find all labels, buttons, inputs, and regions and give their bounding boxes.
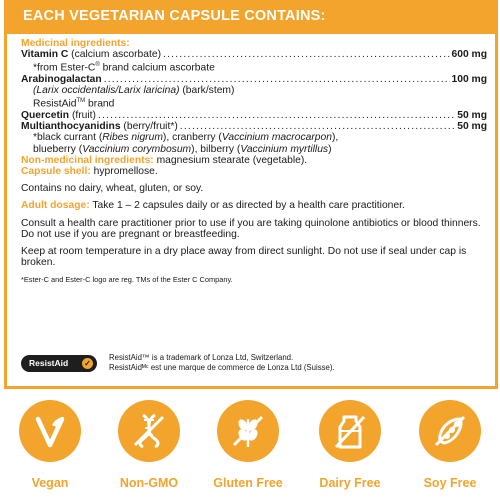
- vitamin-c-note: [21, 60, 487, 74]
- trademark-line-fr: ResistAidᴹᶜ est une marque de commerce de Lonza Ltd (Suisse).: [109, 363, 335, 372]
- trademark-block: [21, 353, 491, 373]
- non-medicinal-text: magnesium stearate (vegetable).: [153, 154, 308, 166]
- non-medicinal-line: [21, 155, 487, 166]
- berry-latin: Vaccinium corymbosum: [82, 143, 192, 155]
- vitamin-c-detail: (calcium ascorbate): [68, 49, 162, 61]
- vitamin-c-name: Vitamin C: [21, 49, 69, 61]
- header-band: [7, 0, 495, 34]
- berry-text: ), bilberry (: [191, 143, 241, 155]
- vitamin-c-row: [21, 49, 487, 60]
- badge-gluten-free: [208, 400, 288, 490]
- arabinogalactan-part: (bark/stem): [179, 85, 235, 97]
- quercetin-name: Quercetin: [21, 110, 70, 122]
- leader-dots: [163, 49, 449, 60]
- panel-title: EACH VEGETARIAN CAPSULE CONTAINS:: [23, 8, 326, 24]
- berry-text: blueberry (: [33, 143, 83, 155]
- badge-soy-free: [410, 400, 490, 490]
- berry-text: ), cranberry (: [162, 132, 222, 144]
- logo-leaf-icon: ✓: [82, 358, 93, 369]
- contains-no-line: Contains no dairy, wheat, gluten, or soy.: [21, 183, 204, 195]
- badge-label: Vegan: [31, 476, 69, 490]
- brand-suffix: brand: [85, 98, 115, 110]
- multianthocyanidins-amount: 50 mg: [457, 121, 487, 133]
- vitamin-c-note-pre: *from Ester-C: [33, 62, 96, 74]
- multianthocyanidins-row: [21, 121, 487, 132]
- quercetin-row: [21, 110, 487, 121]
- ingredients-content: [21, 38, 487, 284]
- arabinogalactan-row: [21, 74, 487, 85]
- badge-label: Non-GMO: [119, 476, 179, 490]
- logo-text: ResistAid: [29, 358, 69, 368]
- gluten-free-icon: [217, 400, 279, 462]
- berry-text: ): [328, 143, 332, 155]
- multianthocyanidins-detail: (berry/fruit*): [120, 121, 178, 133]
- capsule-shell-line: [21, 166, 487, 177]
- berry-sources-line2: [21, 144, 487, 155]
- capsule-shell-heading: Capsule shell:: [21, 166, 91, 178]
- leader-dots: [98, 110, 455, 121]
- badge-non-gmo: [109, 400, 189, 490]
- arabinogalactan-source: [21, 85, 487, 96]
- berry-text: ),: [331, 132, 339, 144]
- ester-c-footnote: *Ester-C and Ester-C logo are reg. TMs of the Ester C Company.: [21, 274, 233, 284]
- berry-sources-line1: [21, 132, 487, 143]
- resistaid-logo: [21, 355, 97, 372]
- berry-text: *black currant (: [33, 132, 103, 144]
- arabinogalactan-latin: (Larix occidentalis/Larix laricina): [33, 85, 180, 97]
- adult-dosage-line: [21, 200, 487, 211]
- adult-dosage-heading: Adult dosage:: [21, 200, 90, 212]
- badge-label: Gluten Free: [213, 476, 283, 490]
- berry-latin: Vaccinium macrocarpon: [221, 132, 332, 144]
- dairy-free-icon: [319, 400, 381, 462]
- adult-dosage-text: Take 1 – 2 capsules daily or as directed by a health care practitioner.: [89, 200, 405, 212]
- arabinogalactan-amount: 100 mg: [451, 74, 487, 86]
- arabinogalactan-brand: [21, 96, 487, 110]
- vitamin-c-amount: 600 mg: [451, 49, 487, 61]
- leader-dots: [104, 74, 450, 85]
- leader-dots: [180, 121, 455, 132]
- brand-name: ResistAid: [33, 98, 77, 110]
- non-gmo-icon: [118, 400, 180, 462]
- badge-label: Soy Free: [423, 476, 477, 490]
- warning-text-2: Keep at room temperature in a dry place away from direct sunlight. Do not use if seal under cap is broken.: [21, 246, 467, 269]
- multianthocyanidins-name: Multianthocyanidins: [21, 121, 121, 133]
- berry-latin: Vaccinium myrtillus: [240, 143, 329, 155]
- quercetin-detail: (fruit): [69, 110, 96, 122]
- registered-mark: ®: [95, 62, 100, 69]
- berry-latin: Ribes nigrum: [102, 132, 163, 144]
- capsule-shell-text: hypromellose.: [90, 166, 158, 178]
- trademark-text: [109, 353, 335, 373]
- vegan-icon: [19, 400, 81, 462]
- badge-label: Dairy Free: [319, 476, 381, 490]
- badge-vegan: [10, 400, 90, 490]
- arabinogalactan-name: Arabinogalactan: [21, 74, 102, 86]
- quercetin-amount: 50 mg: [457, 110, 487, 122]
- medicinal-heading: Medicinal ingredients:: [21, 38, 130, 49]
- supplement-facts-panel: [4, 0, 498, 389]
- trademark-line-en: ResistAid™ is a trademark of Lonza Ltd, Switzerland.: [109, 353, 294, 362]
- tm-mark: TM: [76, 98, 86, 105]
- badge-dairy-free: [310, 400, 390, 490]
- feature-badges: [0, 400, 500, 500]
- soy-free-icon: [419, 400, 481, 462]
- vitamin-c-note-post: brand calcium ascorbate: [99, 62, 215, 74]
- warning-text-1: Consult a health care practitioner prior to use if you are taking quinolone antibiotics or blood thinners. Do not use if you are pregnant or breastfeeding.: [21, 217, 481, 240]
- non-medicinal-heading: Non-medicinal ingredients:: [21, 154, 154, 166]
